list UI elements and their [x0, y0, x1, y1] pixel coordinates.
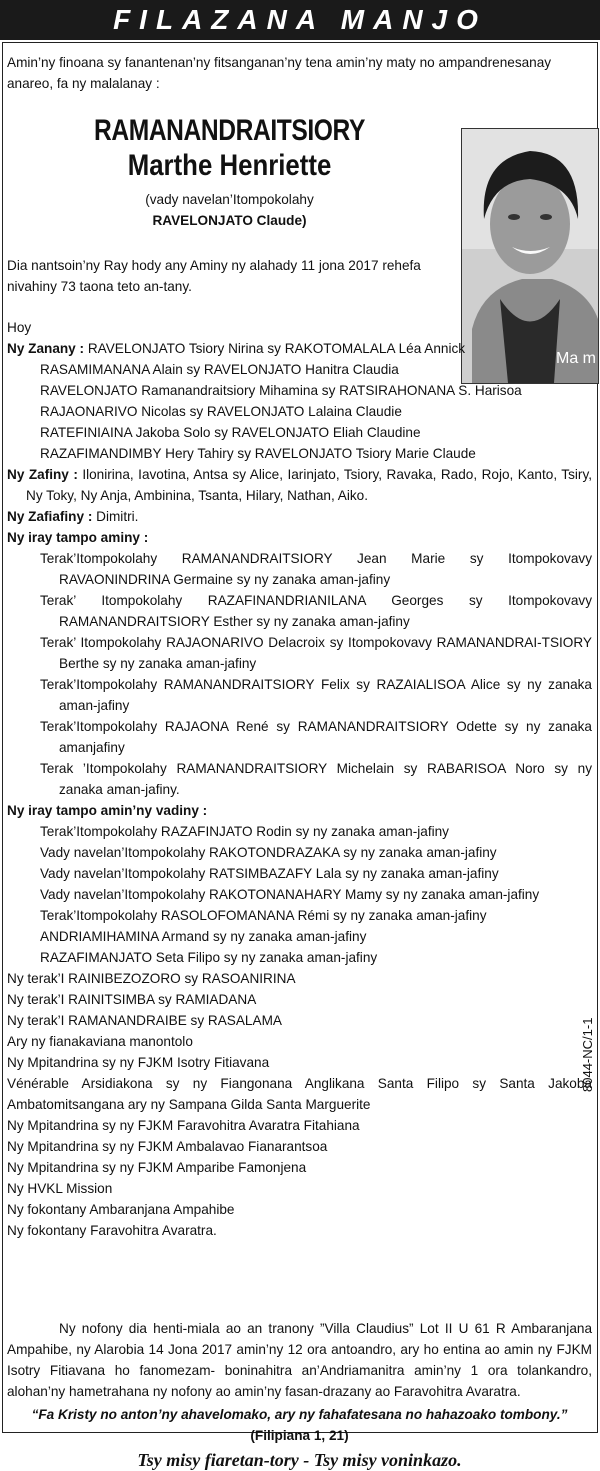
zanany-line: RATEFINIAINA Jakoba Solo sy RAVELONJATO Eliah Claudine — [40, 425, 421, 440]
iray-tampo-line: Terak ’Itompokolahy RAMANANDRAITSIORY Michelain sy RABARISOA Noro sy ny zanaka aman-jafiny. — [40, 761, 592, 797]
zafiny-text: Ilonirina, Iavotina, Antsa sy Alice, Iarinjato, Tsiory, Ravaka, Rado, Rojo, Kanto, Tsiry, Ny Toky, Ny Anja, Ambinina, Tsanta, Hilary, Nathan, Aiko. — [26, 467, 593, 503]
death-notice: Dia nantsoin’ny Ray hody any Aminy ny alahady 11 jona 2017 rehefa nivahiny 73 taona teto an-tany. — [7, 258, 421, 294]
zafiny-label: Ny Zafiny : — [7, 467, 78, 482]
iray-tampo-vadiny-line: Terak’Itompokolahy RASOLOFOMANANA Rémi sy ny zanaka aman-jafiny — [40, 908, 487, 923]
obituary-content — [7, 52, 596, 1470]
zanany-line: RAVELONJATO Ramanandraitsiory Mihamina sy RATSIRAHONANA S. Harisoa — [40, 383, 522, 398]
other-entry: Ny HVKL Mission — [7, 1181, 113, 1196]
bible-quote-reference: (Filipiana 1, 21) — [250, 1428, 349, 1443]
zafiny-entry — [7, 464, 592, 506]
family-list — [7, 338, 592, 1241]
iray-tampo-vadiny-line: ANDRIAMIHAMINA Armand sy ny zanaka aman-jafiny — [40, 929, 367, 944]
closing-paragraph — [7, 1318, 592, 1402]
iray-tampo-vadiny-line: Vady navelan’Itompokolahy RAKOTONDRAZAKA sy ny zanaka aman-jafiny — [40, 845, 497, 860]
iray-tampo-line: Terak’Itompokolahy RAMANANDRAITSIORY Felix sy RAZAIALISOA Alice sy ny zanaka aman-jafiny — [40, 677, 592, 713]
iray-tampo-vadiny-line: Vady navelan’Itompokolahy RATSIMBAZAFY Lala sy ny zanaka aman-jafiny — [40, 866, 499, 881]
iray-tampo-line: Terak’Itompokolahy RAMANANDRAITSIORY Jean Marie sy Itompokovavy RAVAONINDRINA Germaine sy ny zanaka aman-jafiny — [40, 551, 592, 587]
other-entry: Ny Mpitandrina sy ny FJKM Faravohitra Avaratra Fitahiana — [7, 1118, 360, 1133]
zanany-line: RAZAFIMANDIMBY Hery Tahiry sy RAVELONJATO Tsiory Marie Claude — [40, 446, 476, 461]
deceased-given-names: Marthe Henriette — [127, 149, 332, 182]
zanany-label: Ny Zanany : — [7, 341, 85, 356]
zafiafiny-label: Ny Zafiafiny : — [7, 509, 93, 524]
iray-tampo-line: Terak’ Itompokolahy RAJAONARIVO Delacroix sy Itompokovavy RAMANANDRAI-TSIORY Berthe sy ny zanaka aman-jafiny — [40, 635, 592, 671]
zanany-first-line — [7, 338, 592, 359]
zafiafiny-text: Dimitri. — [96, 509, 139, 524]
iray-tampo-line: Terak’Itompokolahy RAJAONA René sy RAMANANDRAITSIORY Odette sy ny zanaka amanjafiny — [40, 719, 592, 755]
zanany-first: RAVELONJATO Tsiory Nirina sy RAKOTOMALALA Léa Annick — [87, 341, 466, 356]
photo-caption: Ma m — [556, 350, 596, 367]
zafiafiny-entry — [7, 506, 592, 527]
iray-tampo-vadiny-line: Vady navelan’Itompokolahy RAKOTONANAHARY Mamy sy ny zanaka aman-jafiny — [40, 887, 540, 902]
spouse-name: RAVELONJATO Claude) — [152, 213, 307, 228]
signoff: Tsy misy fiaretan-tory - Tsy misy voninkazo. — [137, 1450, 462, 1470]
reference-code: 8044-NC/1-1 — [580, 1017, 595, 1092]
other-entry: Ny terak’I RAMANANDRAIBE sy RASALAMA — [7, 1013, 282, 1028]
deceased-surname: RAMANANDRAITSIORY — [94, 114, 365, 147]
obituary-header: FILAZANA MANJO — [0, 0, 600, 40]
other-entry: Ny Mpitandrina sy ny FJKM Ambalavao Fianarantsoa — [7, 1139, 328, 1154]
spouse-line: (vady navelan’Itompokolahy — [145, 192, 314, 207]
zanany-line: RASAMIMANANA Alain sy RAVELONJATO Hanitra Claudia — [40, 362, 399, 377]
iray-tampo-vadiny-line: RAZAFIMANJATO Seta Filipo sy ny zanaka aman-jafiny — [40, 950, 378, 965]
iray-tampo-label: Ny iray tampo aminy : — [7, 530, 149, 545]
other-entry: Ny fokontany Ambaranjana Ampahibe — [7, 1202, 235, 1217]
iray-tampo-vadiny-label: Ny iray tampo amin’ny vadiny : — [7, 803, 208, 818]
zanany-line: RAJAONARIVO Nicolas sy RAVELONJATO Lalaina Claudie — [40, 404, 402, 419]
other-entry: Ny terak’I RAINITSIMBA sy RAMIADANA — [7, 992, 257, 1007]
other-entry: Ny terak’I RAINIBEZOZORO sy RASOANIRINA — [7, 971, 296, 986]
other-entry: Vénérable Arsidiakona sy ny Fiangonana Anglikana Santa Filipo sy Santa Jakoba Ambatomitsangana ary ny Sampana Gilda Santa Marguerite — [7, 1076, 592, 1112]
intro-text: Amin’ny finoana sy fanantenan’ny fitsanganan’ny tena amin’ny maty no ampandrenesanay anareo, fa ny malalanay : — [7, 55, 552, 91]
hoy-label: Hoy — [7, 320, 32, 335]
other-entry: Ny Mpitandrina sy ny FJKM Amparibe Famonjena — [7, 1160, 307, 1175]
closing-text: Ny nofony dia henti-miala ao an tranony ”Villa Claudius” Lot II U 61 R Ambaranjana Ampahibe, ny Alarobia 14 Jona 2017 amin’ny 12 ora antoandro, ary ho entina ao amin ny FJKM Isotry Fitiavana ho fanomezam- boninahitra an’Andriamanitra amin’ny 1 ora tolankandro, alohan’ny hametrahana ny nofony ao amin’ny fasan-drazany ao Faravohitra Avaratra. — [7, 1321, 592, 1399]
bible-quote: “Fa Kristy no anton’ny ahavelomako, ary ny fahafatesana no hahazoako tombony.” — [31, 1407, 568, 1422]
other-entry: Ny Mpitandrina sy ny FJKM Isotry Fitiavana — [7, 1055, 270, 1070]
other-entry: Ny fokontany Faravohitra Avaratra. — [7, 1223, 217, 1238]
other-entry: Ary ny fianakaviana manontolo — [7, 1034, 193, 1049]
iray-tampo-line: Terak’ Itompokolahy RAZAFINANDRIANILANA Georges sy Itompokovavy RAMANANDRAITSIORY Esther sy ny zanaka aman-jafiny — [40, 593, 592, 629]
iray-tampo-vadiny-line: Terak’Itompokolahy RAZAFINJATO Rodin sy ny zanaka aman-jafiny — [40, 824, 449, 839]
